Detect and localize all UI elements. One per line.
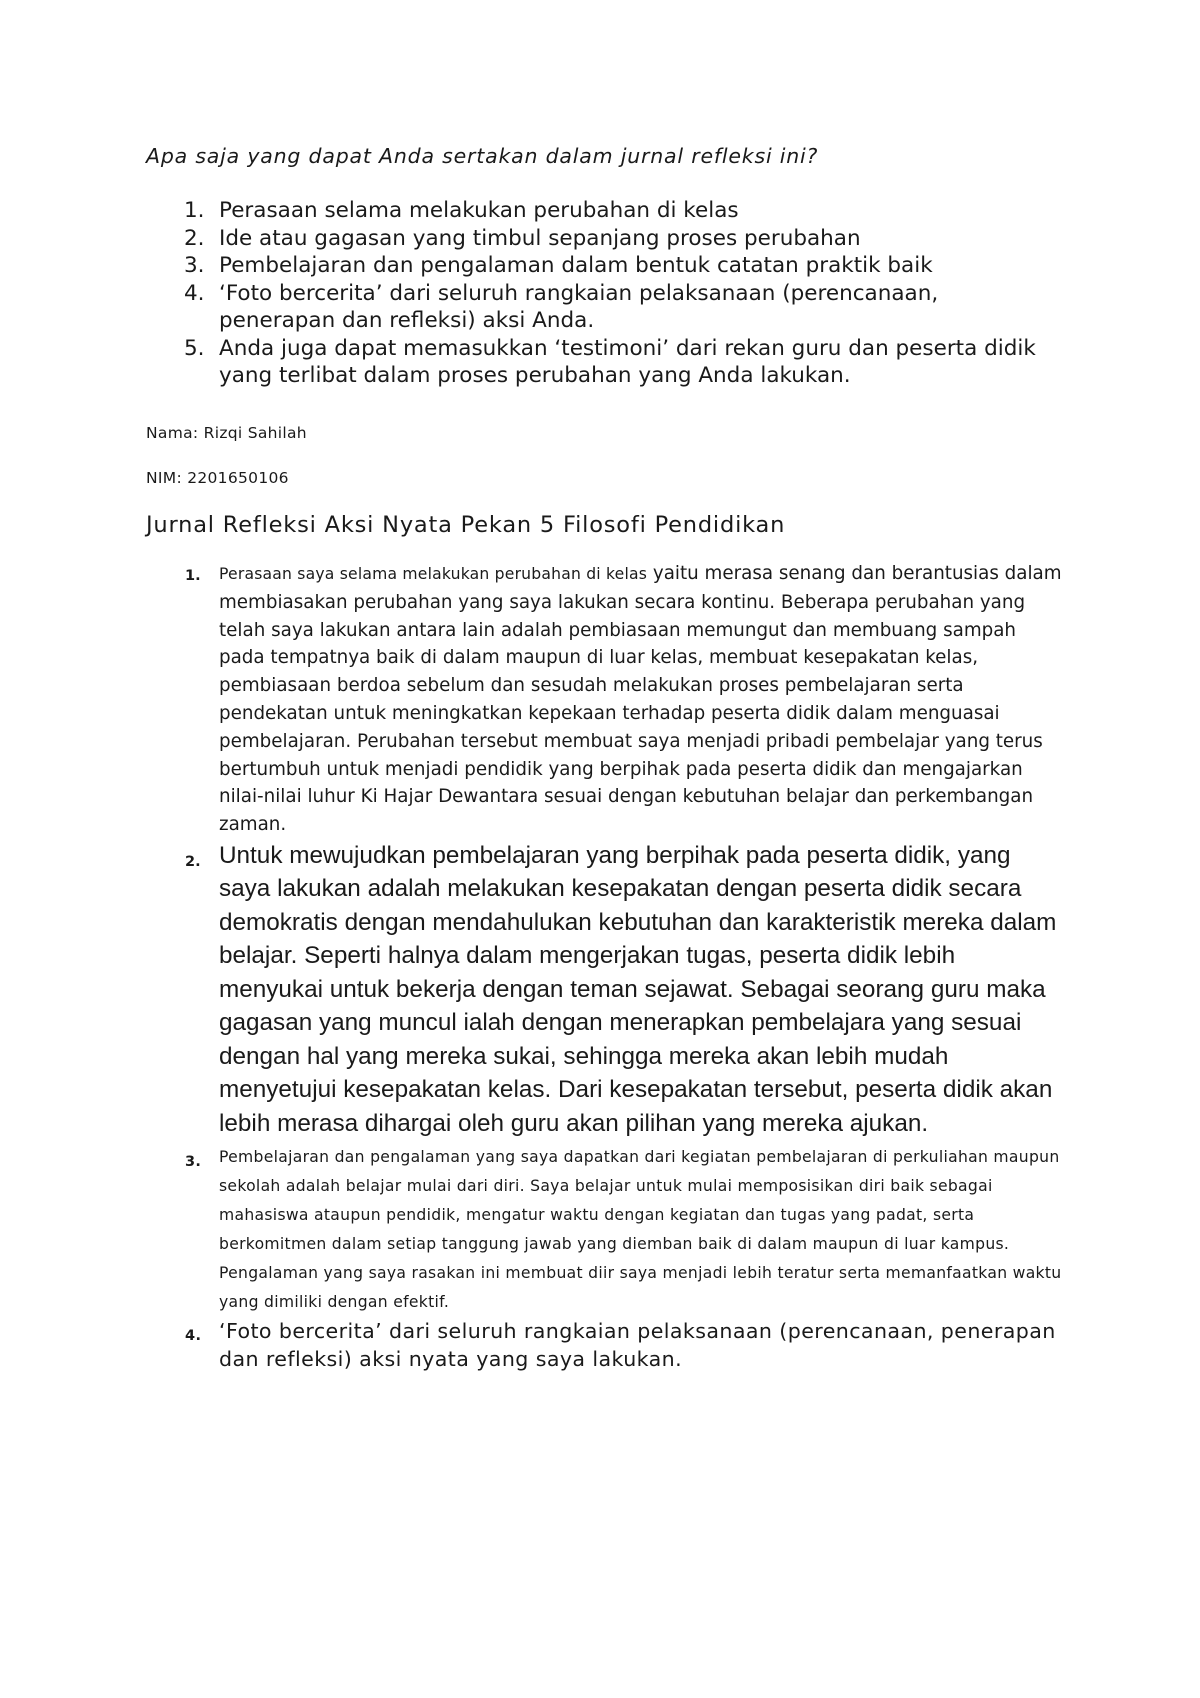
list-item bbox=[184, 252, 1059, 280]
list-item-text: ‘Foto bercerita’ dari seluruh rangkaian pelaksanaan (perencanaan, penerapan dan refleksi) aksi Anda. bbox=[219, 280, 939, 333]
student-name: Nama: Rizqi Sahilah bbox=[146, 424, 307, 442]
list-number: 1. bbox=[184, 198, 205, 223]
journal-list bbox=[185, 560, 1064, 1373]
list-item-text: Ide atau gagasan yang timbul sepanjang proses perubahan bbox=[219, 225, 861, 251]
journal-item-lead: Perasaan saya selama melakukan perubahan di kelas bbox=[219, 565, 648, 583]
list-item-text: Perasaan selama melakukan perubahan di kelas bbox=[219, 198, 739, 223]
list-number: 1. bbox=[185, 568, 201, 584]
journal-item bbox=[185, 1317, 1064, 1373]
journal-item-text: Untuk mewujudkan pembelajaran yang berpihak pada peserta didik, yang saya lakukan adalah melakukan kesepakatan dengan peserta didik secara demokratis dengan mendahulukan kebutuhan dan karakteristik mereka dalam belajar. Seperti halnya dalam mengerjakan tugas, peserta didik lebih menyukai untuk bekerja dengan teman sejawat. Sebagai seorang guru maka gagasan yang muncul ialah dengan menerapkan pembelajara yang sesuai dengan hal yang mereka sukai, sehingga mereka akan lebih mudah menyetujui kesepakatan kelas. Dari kesepakatan tersebut, peserta didik akan lebih merasa dihargai oleh guru akan pilihan yang mereka ajukan. bbox=[219, 841, 1057, 1137]
list-number: 2. bbox=[184, 225, 205, 251]
list-number: 5. bbox=[184, 335, 205, 361]
list-number: 4. bbox=[184, 280, 205, 306]
journal-item bbox=[185, 839, 1064, 1141]
journal-item-text: Pembelajaran dan pengalaman yang saya dapatkan dari kegiatan pembelajaran di perkuliahan maupun sekolah adalah belajar mulai dari diri. Saya belajar untuk mulai memposisikan diri baik sebagai mahasiswa ataupun pendidik, mengatur waktu dengan kegiatan dan tugas yang padat, serta berkomitmen dalam setiap tanggung jawab yang diemban baik di dalam maupun di luar kampus. Pengalaman yang saya rasakan ini membuat diir saya menjadi lebih teratur serta memanfaatkan waktu yang dimiliki dengan efektif. bbox=[219, 1148, 1062, 1312]
list-number: 4. bbox=[185, 1328, 202, 1345]
journal-item-text: yaitu merasa senang dan berantusias dalam membiasakan perubahan yang saya lakukan secara kontinu. Beberapa perubahan yang telah saya lakukan antara lain adalah pembiasaan memungut dan membuang sampah pada tempatnya baik di dalam maupun di luar kelas, membuat kesepakatan kelas, pembiasaan berdoa sebelum dan sesudah melakukan proses pembelajaran serta pendekatan untuk meningkatkan kepekaan terhadap peserta didik dalam menguasai pembelajaran. Perubahan tersebut membuat saya menjadi pribadi pembelajar yang terus bertumbuh untuk menjadi pendidik yang berpihak pada peserta didik dan mengajarkan nilai-nilai luhur Ki Hajar Dewantara sesuai dengan kebutuhan belajar dan perkembangan zaman. bbox=[219, 563, 1062, 836]
list-item bbox=[184, 335, 1059, 390]
journal-item bbox=[185, 1143, 1064, 1317]
journal-item-text: ‘Foto bercerita’ dari seluruh rangkaian pelaksanaan (perencanaan, penerapan dan refleksi) aksi nyata yang saya lakukan. bbox=[219, 1319, 1056, 1372]
list-item bbox=[184, 280, 1059, 335]
list-item bbox=[184, 225, 1059, 253]
list-item-text: Pembelajaran dan pengalaman dalam bentuk catatan praktik baik bbox=[219, 253, 933, 278]
student-nim: NIM: 2201650106 bbox=[146, 469, 289, 487]
question-heading: Apa saja yang dapat Anda sertakan dalam jurnal refleksi ini? bbox=[146, 144, 819, 168]
list-number: 3. bbox=[185, 1154, 202, 1171]
list-item-text: Anda juga dapat memasukkan ‘testimoni’ dari rekan guru dan peserta didik yang terlibat dalam proses perubahan yang Anda lakukan. bbox=[219, 335, 1036, 388]
question-list bbox=[184, 197, 1059, 390]
journal-item bbox=[185, 560, 1064, 839]
list-item bbox=[184, 197, 1059, 225]
journal-title: Jurnal Refleksi Aksi Nyata Pekan 5 Filosofi Pendidikan bbox=[146, 512, 786, 538]
list-number: 2. bbox=[185, 853, 201, 870]
list-number: 3. bbox=[184, 253, 205, 278]
